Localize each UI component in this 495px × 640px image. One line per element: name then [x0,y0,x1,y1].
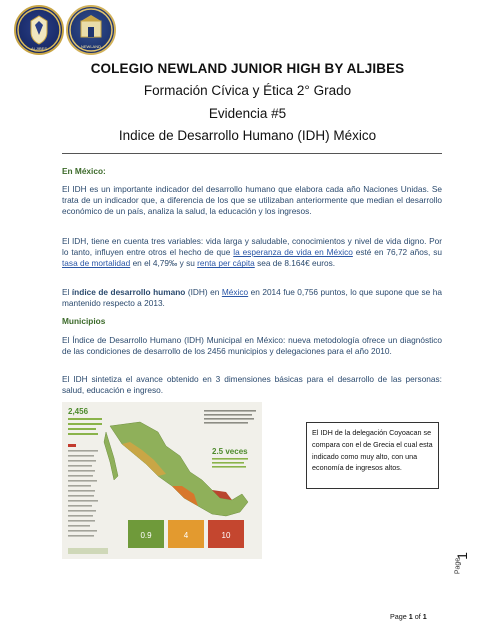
paragraph-4: El Índice de Desarrollo Humano (IDH) Municipal en México: nueva metodología ofrece un diagnóstico de las condiciones de desarrollo de los 2456 municipios y delegaciones para el año 2010. [62,335,442,357]
infographic-stat-2: 4 [183,531,189,540]
coyoacan-callout: El IDH de la delegación Coyoacan se compara con el de Grecia el cual esta indicado como muy alto, con una economía de ingresos altos. [306,422,439,489]
link-esperanza-vida[interactable]: la esperanza de vida en México [233,247,353,258]
section-title-municipios: Municipios [62,316,106,326]
p3-text-b: (IDH) en [185,287,222,297]
infographic-stat-1: 0.9 [140,531,152,540]
school-logo-right [66,5,116,55]
paragraph-5: El IDH sintetiza el avance obtenido en 3 dimensiones básicas para el desarrollo de las personas: salud, educación e ingreso. [62,374,442,396]
paragraph-3 [62,287,442,309]
infographic-big-number: 2,456 [68,407,89,416]
p2-text-b: esté en 76,72 años, su [352,247,442,258]
idh-infographic-image [62,402,262,559]
p3-text-a: El [62,287,72,297]
logo-left-text: ALJIBES [30,46,48,51]
header-divider [62,153,442,154]
footer-prefix: Page [390,612,409,621]
school-name: COLEGIO NEWLAND JUNIOR HIGH BY ALJIBES [90,61,405,76]
infographic-stat-3: 10 [221,531,231,540]
p2-text-c: en el 4,79‰ y su [130,258,198,269]
side-page-number: 1 [453,552,470,560]
footer-current-page: 1 [408,612,413,621]
paragraph-1: El IDH es un importante indicador del desarrollo humano que elabora cada año Naciones Unidas. Se trata de un indicador que, a diferencia de los que se utilizaban anteriormente que median el desarrollo económico de un país, analiza la salud, la educación y los ingresos. [62,184,442,217]
section-title-mexico: En México: [62,166,106,176]
page-footer [390,612,427,621]
side-page-label: Page [454,557,462,575]
logo-right-text: NEWLAND [80,44,102,49]
topic-title: Indice de Desarrollo Humano (IDH) México [118,128,377,143]
p3-bold: índice de desarrollo humano [71,287,186,297]
link-tasa-mortalidad[interactable]: tasa de mortalidad [62,258,131,269]
infographic-ratio: 2.5 veces [212,447,248,456]
p3-text-c: en 2014 fue 0,756 puntos, lo que supone que se ha mantenido respecto a 2013. [62,287,442,309]
p2-text-d: sea de 8.164€ euros. [254,258,336,269]
link-mexico[interactable]: México [221,287,249,297]
p2-text-a: El IDH, tiene en cuenta tres variables: vida larga y saludable, conocimientos y nivel de vida digno. Por lo tanto, influyen entre otros el hecho de que [62,236,442,258]
footer-of: of [412,612,423,621]
paragraph-2 [62,236,442,270]
evidence-title: Evidencia #5 [208,106,287,121]
link-renta-per-capita[interactable]: renta per cápita [197,258,255,269]
subject-title: Formación Cívica y Ética 2° Grado [143,83,352,98]
school-logo-left [14,5,64,55]
footer-total-pages: 1 [422,612,427,621]
